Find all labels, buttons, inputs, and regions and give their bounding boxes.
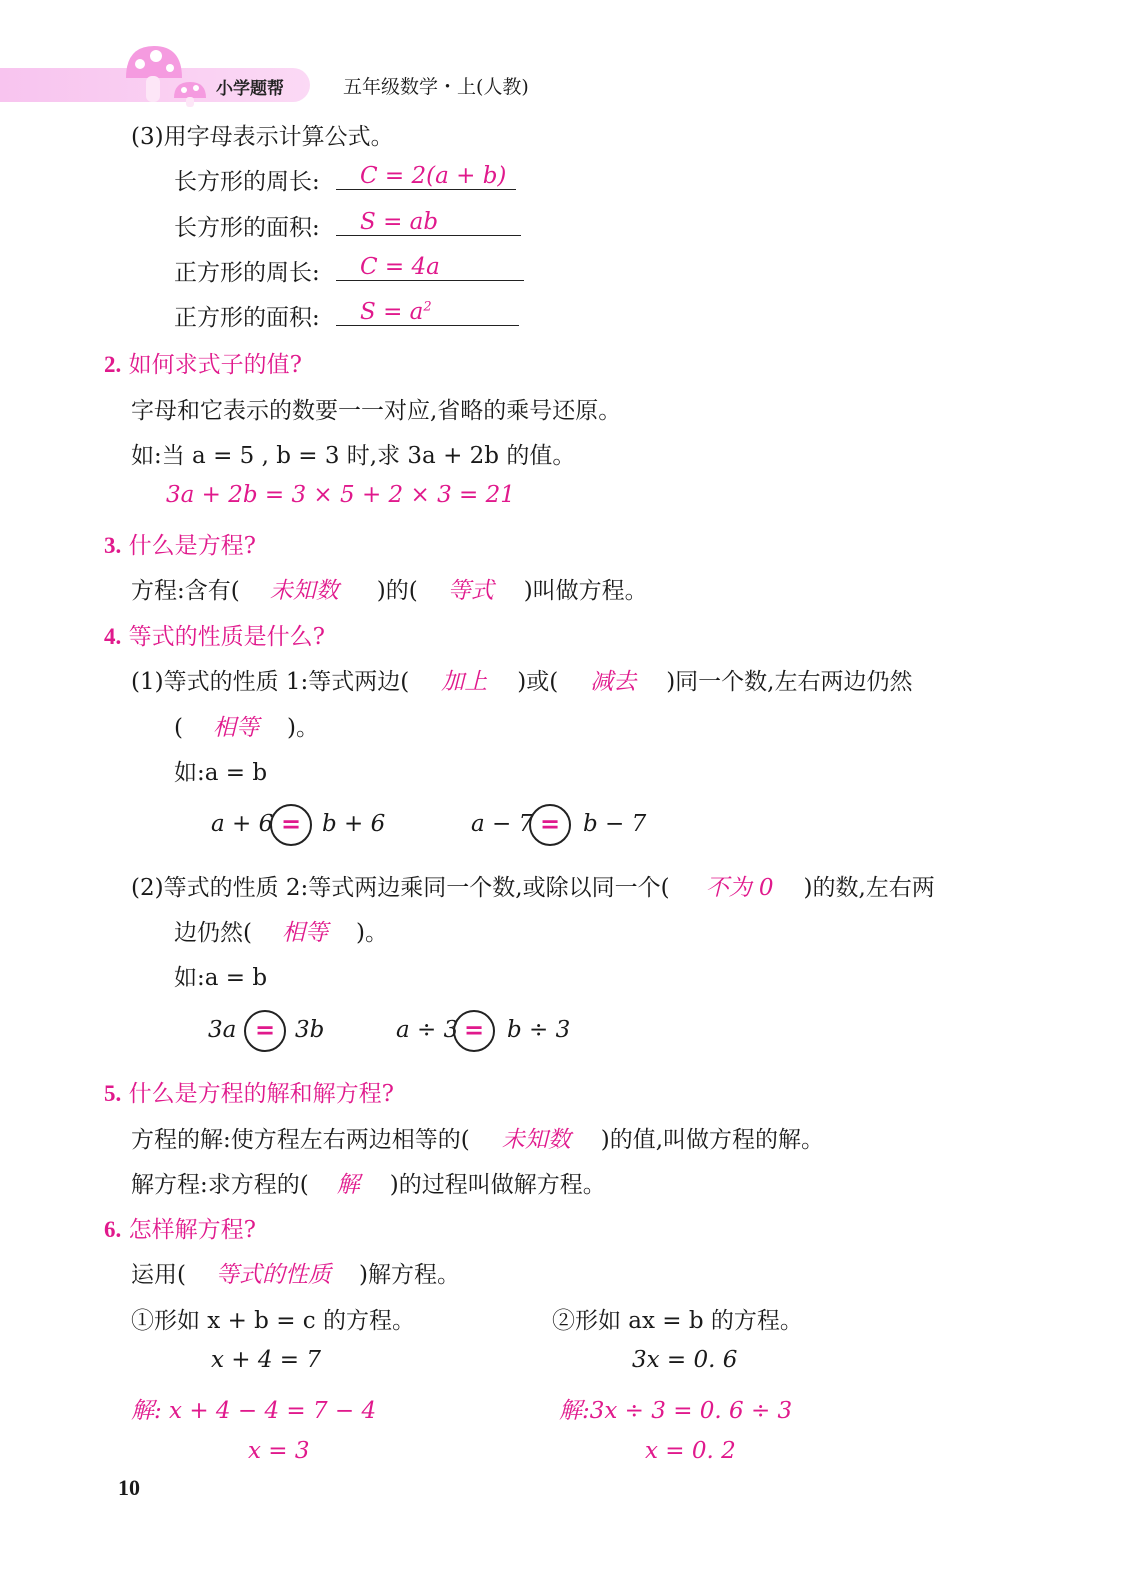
equals-circle: = [270,804,312,846]
question-6-heading: 6. 怎样解方程? [104,1217,256,1243]
q6-left-title: ①形如 x + b = c 的方程。 [131,1308,415,1334]
q6-left-step1: 解: x + 4 − 4 = 7 − 4 [131,1398,377,1424]
question-3-heading: 3. 什么是方程? [104,533,256,559]
q4-property2-line2: 边仍然( 相等 )。 [174,920,388,946]
example-b-plus-6: b + 6 [322,811,386,837]
q6-right-step1: 解:3x ÷ 3 = 0. 6 ÷ 3 [559,1398,793,1424]
answer-line [336,280,524,281]
equals-circle: = [529,804,571,846]
q6-line1: 运用( 等式的性质 )解方程。 [131,1262,460,1288]
rect-area-label: 长方形的面积: [174,215,320,241]
q4-property1: (1)等式的性质 1:等式两边( 加上 )或( 减去 )同一个数,左右两边仍然 [131,669,913,695]
q4-property1-line2: ( 相等 )。 [174,715,319,741]
formula-intro: (3)用字母表示计算公式。 [131,124,394,150]
equals-circle: = [453,1010,495,1052]
mushroom-icon [118,42,218,108]
q5-line1: 方程的解:使方程左右两边相等的( 未知数 )的值,叫做方程的解。 [131,1127,825,1153]
q6-left-equation: x + 4 = 7 [211,1347,322,1373]
q2-line2: 如:当 a = 5 , b = 3 时,求 3a + 2b 的值。 [131,443,576,469]
square-perimeter-label: 正方形的周长: [174,260,320,286]
answer-line [336,325,519,326]
rect-perimeter-answer: C = 2(a + b) [360,163,507,189]
example-3a: 3a [208,1017,237,1043]
example-3b: 3b [295,1017,325,1043]
q6-right-title: ②形如 ax = b 的方程。 [552,1308,803,1334]
brand-name: 小学题帮 [216,79,284,99]
q6-right-step2: x = 0. 2 [645,1438,736,1464]
answer-line [336,235,521,236]
example-a-minus-7: a − 7 [471,811,534,837]
q4-property2: (2)等式的性质 2:等式两边乘同一个数,或除以同一个( 不为 0 )的数,左右两 [131,875,935,901]
example-a-plus-6: a + 6 [211,811,274,837]
q2-answer: 3a + 2b = 3 × 5 + 2 × 3 = 21 [166,482,515,508]
question-5-heading: 5. 什么是方程的解和解方程? [104,1081,394,1107]
q6-left-step2: x = 3 [248,1438,310,1464]
example-b-div-3: b ÷ 3 [507,1017,571,1043]
square-area-answer: $S = a^2$ [360,299,432,325]
rect-perimeter-label: 长方形的周长: [174,169,320,195]
q4-example2-label: 如:a = b [174,965,268,991]
example-b-minus-7: b − 7 [583,811,647,837]
q3-line: 方程:含有( 未知数 )的( 等式 )叫做方程。 [131,578,648,604]
question-2-heading: 2. 如何求式子的值? [104,352,302,378]
example-a-div-3: a ÷ 3 [396,1017,459,1043]
q4-example1-label: 如:a = b [174,760,268,786]
answer-line [336,189,516,190]
rect-area-answer: S = ab [360,209,439,235]
q2-line1: 字母和它表示的数要一一对应,省略的乘号还原。 [131,398,622,424]
q6-right-equation: 3x = 0. 6 [632,1347,738,1373]
book-title: 五年级数学・上(人教) [343,76,529,98]
question-4-heading: 4. 等式的性质是什么? [104,624,325,650]
q5-line2: 解方程:求方程的( 解 )的过程叫做解方程。 [131,1172,606,1198]
square-perimeter-answer: C = 4a [360,254,440,280]
page-number: 10 [118,1475,140,1500]
equals-circle: = [244,1010,286,1052]
square-area-label: 正方形的面积: [174,305,320,331]
